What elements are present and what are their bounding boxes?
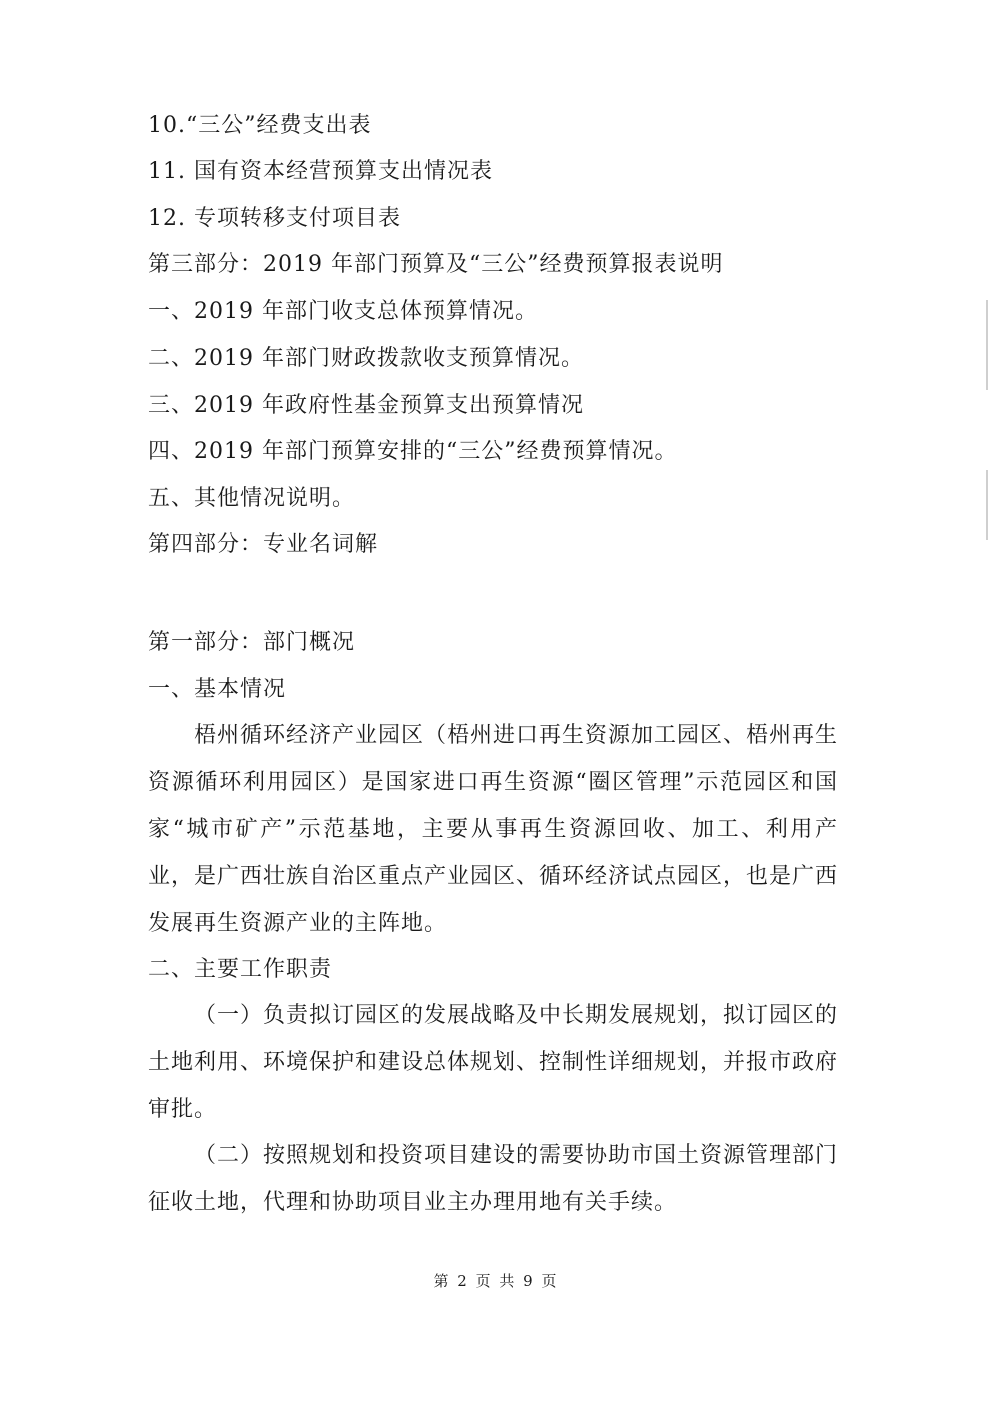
toc-part-three: 第三部分：2019 年部门预算及“三公”经费预算报表说明 <box>148 252 724 277</box>
subheading-duties: 二、主要工作职责 <box>148 957 333 982</box>
basic-paragraph-text: 梧州循环经济产业园区（梧州进口再生资源加工园区、梧州再生资源循环利用园区）是国家进口再生资源“圈区管理”示范园区和国家“城市矿产”示范基地，主要从事再生资源回收、加工、利用产业，是广西壮族自治区重点产业园区、循环经济试点园区，也是广西发展再生资源产业的主阵地。 <box>148 723 839 936</box>
duty-2-paragraph <box>148 1132 838 1226</box>
basic-paragraph <box>148 712 838 947</box>
toc-part-three-item-2: 二、2019 年部门财政拨款收支预算情况。 <box>148 346 584 371</box>
toc-item-10: 10.“三公”经费支出表 <box>148 113 372 138</box>
toc-item-11: 11. 国有资本经营预算支出情况表 <box>148 159 493 184</box>
toc-item-12: 12. 专项转移支付项目表 <box>148 206 401 231</box>
scan-edge-mark <box>986 470 988 540</box>
duty-1-text: （一）负责拟订园区的发展战略及中长期发展规划，拟订园区的土地利用、环境保护和建设总体规划、控制性详细规划，并报市政府审批。 <box>148 1003 839 1122</box>
toc-part-three-item-1: 一、2019 年部门收支总体预算情况。 <box>148 299 538 324</box>
scan-edge-mark <box>986 300 988 390</box>
page-footer: 第 2 页 共 9 页 <box>433 1272 559 1290</box>
section-heading: 第一部分：部门概况 <box>148 630 356 655</box>
duty-1-paragraph <box>148 992 838 1133</box>
subheading-basic: 一、基本情况 <box>148 677 287 702</box>
duty-2-text: （二）按照规划和投资项目建设的需要协助市国土资源管理部门征收土地，代理和协助项目业主办理用地有关手续。 <box>148 1143 839 1215</box>
toc-part-three-item-4: 四、2019 年部门预算安排的“三公”经费预算情况。 <box>148 439 678 464</box>
toc-part-four: 第四部分：专业名词解 <box>148 532 379 557</box>
toc-part-three-item-5: 五、其他情况说明。 <box>148 486 356 511</box>
toc-part-three-item-3: 三、2019 年政府性基金预算支出预算情况 <box>148 393 584 418</box>
